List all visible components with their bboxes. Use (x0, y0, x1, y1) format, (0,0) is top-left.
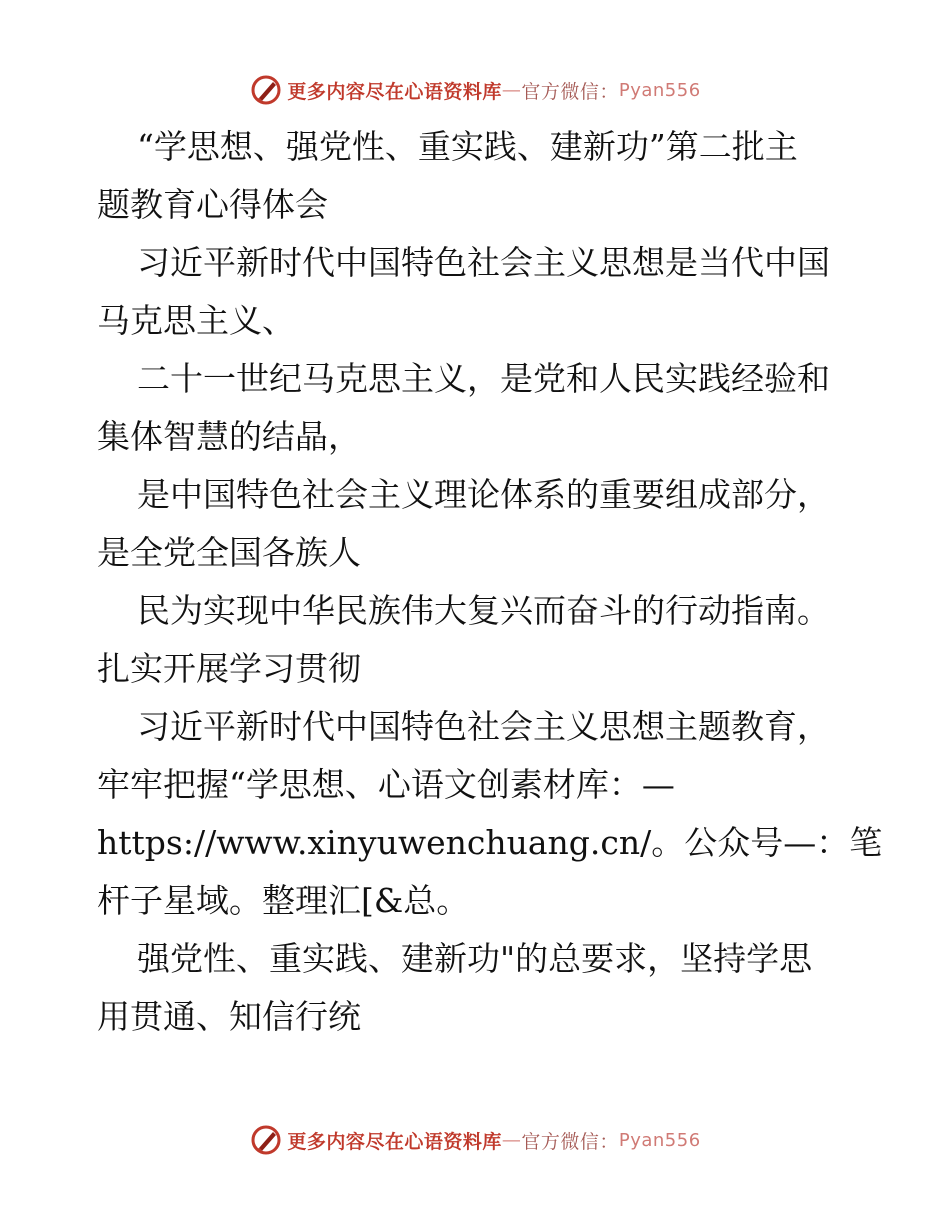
paragraph-line: 扎实开展学习贯彻 (97, 649, 361, 688)
paragraph-line: 习近平新时代中国特色社会主义思想是当代中国 (137, 243, 830, 282)
paragraph-line: 马克思主义、 (97, 301, 295, 340)
banner-dash: — (501, 1129, 522, 1151)
quill-circle-logo-icon (249, 1123, 283, 1157)
banner-wechat-id: Pyan556 (618, 79, 701, 101)
paragraph-line: 民为实现中华民族伟大复兴而奋斗的行动指南。 (137, 591, 830, 630)
banner-wechat-label: 官方微信： (521, 1130, 619, 1153)
title-line-2: 题教育心得体会 (97, 185, 328, 224)
title-line-1: “学思想、强党性、重实践、建新功”第二批主 (137, 127, 798, 166)
paragraph-line: 集体智慧的结晶， (97, 417, 361, 456)
paragraph-line: 二十一世纪马克思主义，是党和人民实践经验和 (137, 359, 830, 398)
banner-wechat-label: 官方微信： (521, 80, 619, 103)
banner-dash: — (501, 79, 522, 101)
paragraph-line: 用贯通、知信行统 (97, 997, 361, 1036)
paragraph-line-url: https://www.xinyuwenchuang.cn/。公众号—：笔 (97, 823, 883, 862)
quill-circle-logo-icon (249, 73, 283, 107)
banner-wechat-id: Pyan556 (618, 1129, 701, 1151)
paragraph-line: 杆子星域。整理汇[&总。 (97, 881, 470, 920)
header-banner (0, 70, 950, 110)
footer-banner (0, 1120, 950, 1160)
paragraph-line: 习近平新时代中国特色社会主义思想主题教育， (137, 707, 830, 746)
paragraph-line: 牢牢把握“学思想、心语文创素材库：— (97, 765, 675, 804)
banner-site-name: 更多内容尽在心语资料库 (287, 80, 502, 103)
paragraph-line: 是中国特色社会主义理论体系的重要组成部分， (137, 475, 830, 514)
paragraph-line: 是全党全国各族人 (97, 533, 361, 572)
paragraph-line: 强党性、重实践、建新功"的总要求，坚持学思 (137, 939, 813, 978)
banner-site-name: 更多内容尽在心语资料库 (287, 1130, 502, 1153)
document-body (97, 118, 883, 1046)
